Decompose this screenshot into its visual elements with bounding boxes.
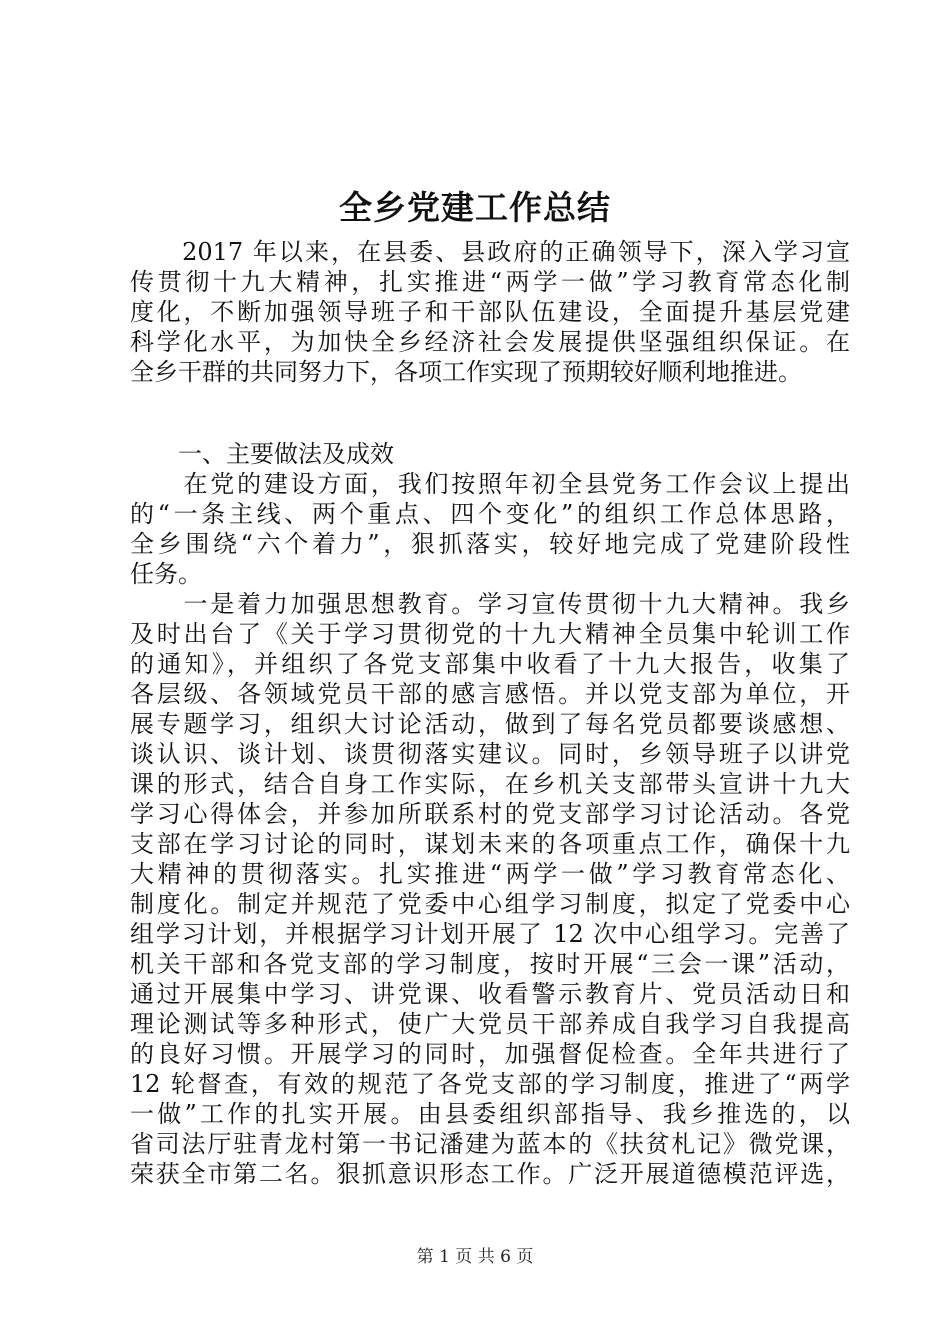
- text-line: 展专题学习，组织大讨论活动，做到了每名党员都要谈感想、: [130, 710, 850, 738]
- text-line: 2017 年以来，在县委、县政府的正确领导下，深入学习宣: [130, 238, 850, 266]
- text-line: 大精神的贯彻落实。扎实推进“两学一做”学习教育常态化、: [130, 860, 850, 888]
- text-line: 的通知》，并组织了各党支部集中收看了十九大报告，收集了: [130, 650, 850, 678]
- text-line: 理论测试等多种形式，使广大党员干部养成自我学习自我提高: [130, 1010, 850, 1038]
- text-line: 通过开展集中学习、讲党课、收看警示教育片、党员活动日和: [130, 980, 850, 1008]
- document-title: 全乡党建工作总结: [339, 188, 611, 227]
- paragraph-ideological-education: [130, 589, 850, 1189]
- text-line: 的良好习惯。开展学习的同时，加强督促检查。全年共进行了: [130, 1040, 850, 1068]
- page-number-footer: 第 1 页 共 6 页: [416, 1247, 534, 1267]
- text-line: 在党的建设方面，我们按照年初全县党务工作会议上提出: [130, 470, 850, 498]
- text-line: 传贯彻十九大精神，扎实推进“两学一做”学习教育常态化制: [130, 268, 850, 296]
- text-line: 任务。: [130, 560, 202, 588]
- text-line: 机关干部和各党支部的学习制度，按时开展“三会一课”活动，: [130, 950, 850, 978]
- text-line: 全乡干群的共同努力下，各项工作实现了预期较好顺利地推进。: [130, 358, 802, 386]
- text-line: 一是着力加强思想教育。学习宣传贯彻十九大精神。我乡: [130, 590, 850, 618]
- text-line: 各层级、各领域党员干部的感言感悟。并以党支部为单位，开: [130, 680, 850, 708]
- text-line: 的“一条主线、两个重点、四个变化”的组织工作总体思路，: [130, 500, 850, 528]
- text-line: 支部在学习讨论的同时，谋划未来的各项重点工作，确保十九: [130, 830, 850, 858]
- document-body: [130, 237, 850, 1189]
- paragraph-intro: [130, 237, 850, 387]
- text-line: 荣获全市第二名。狠抓意识形态工作。广泛开展道德模范评选，: [130, 1160, 850, 1188]
- text-line: 科学化水平，为加快全乡经济社会发展提供坚强组织保证。在: [130, 328, 850, 356]
- text-line: 一做”工作的扎实开展。由县委组织部指导、我乡推选的，以: [130, 1100, 850, 1128]
- text-line: 12 轮督查，有效的规范了各党支部的学习制度，推进了“两学: [130, 1070, 850, 1098]
- text-line: 度化，不断加强领导班子和干部队伍建设，全面提升基层党建: [130, 298, 850, 326]
- text-line: 全乡围绕“六个着力”，狠抓落实，较好地完成了党建阶段性: [130, 530, 850, 558]
- text-line: 谈认识、谈计划、谈贯彻落实建议。同时，乡领导班子以讲党: [130, 740, 850, 768]
- section-heading: 一、主要做法及成效: [130, 440, 394, 468]
- text-line: 省司法厅驻青龙村第一书记潘建为蓝本的《扶贫札记》微党课，: [130, 1130, 850, 1158]
- text-line: 课的形式，结合自身工作实际，在乡机关支部带头宣讲十九大: [130, 770, 850, 798]
- text-line: 制度化。制定并规范了党委中心组学习制度，拟定了党委中心: [130, 890, 850, 918]
- paragraph-spacer: [130, 387, 850, 439]
- text-line: 学习心得体会，并参加所联系村的党支部学习讨论活动。各党: [130, 800, 850, 828]
- paragraph-party-building: [130, 469, 850, 589]
- text-line: 组学习计划，并根据学习计划开展了 12 次中心组学习。完善了: [130, 920, 850, 948]
- text-line: 及时出台了《关于学习贯彻党的十九大精神全员集中轮训工作: [130, 620, 850, 648]
